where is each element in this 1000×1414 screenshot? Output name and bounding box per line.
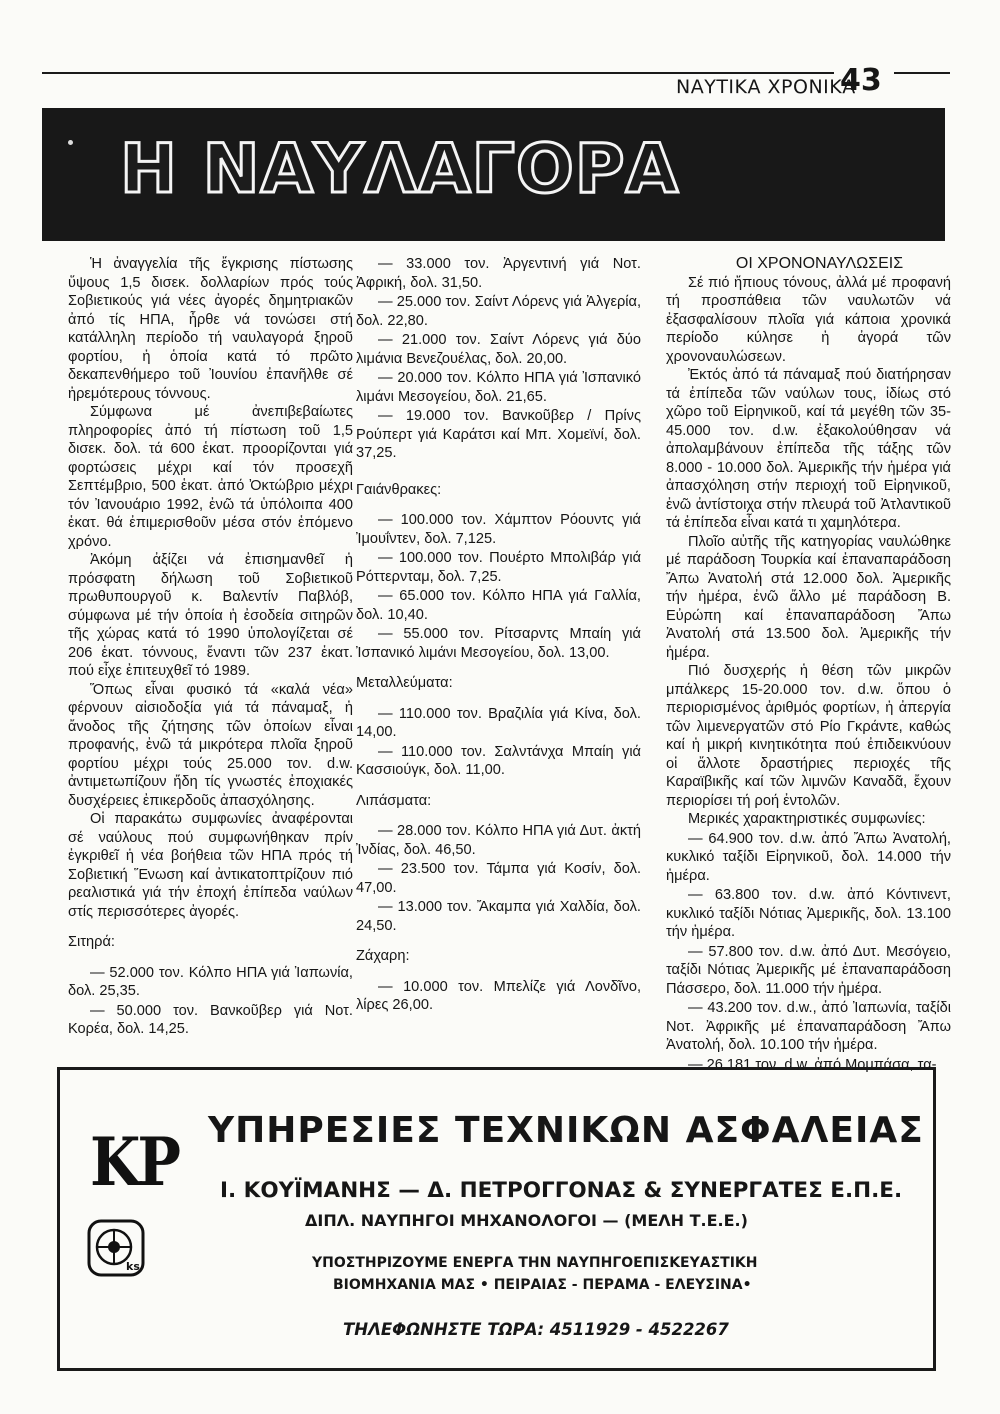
journal-name: ΝΑΥΤΙΚΑ ΧΡΟΝΙΚΑ <box>676 76 856 98</box>
column-1 <box>68 255 353 1039</box>
header-rule-left <box>42 72 834 74</box>
paragraph: Οἱ παρακάτω συμφωνίες ἀναφέρονται σέ ναύλους πού συμφωνήθηκαν πρίν ἐγκριθεῖ ἡ νέα βοήθεια τῶν ΗΠΑ πρός τή Σοβιετική Ἕνωση καί ἀντικατοπτρίζουν πιό ρεαλιστικά γιά τήν ἐποχή ἐπίπεδα ναύλων στίς περισσότερες ἀγορές. <box>68 811 353 920</box>
section-heading-ores: Μεταλλεύματα: <box>356 675 453 691</box>
list-item: — 21.000 τον. Σαίντ Λόρενς γιά δύο λιμάνια Βενεζουέλας, δολ. 20,00. <box>356 332 641 367</box>
section-title-time-charters: ΟΙ ΧΡΟΝΟΝΑΥΛΩΣΕΙΣ <box>735 255 904 272</box>
page-number: 43 <box>840 63 882 98</box>
advertisement-box <box>57 1067 936 1371</box>
emblem-text: ks <box>126 1260 140 1273</box>
ship-emblem-icon <box>86 1218 146 1278</box>
section-heading-fertilizers: Λιπάσματα: <box>356 792 432 809</box>
list-item: — 19.000 τον. Βανκοῦβερ / Πρίνς Ρούπερτ γιά Καράτσι καί Μπ. Χομεϊνί, δολ. 37,25. <box>356 408 641 461</box>
list-item: — 20.000 τον. Κόλπο ΗΠΑ γιά Ἰσπανικό λιμάνι Μεσογείου, δολ. 21,65. <box>356 370 641 405</box>
list-item: — 110.000 τον. Σαλντάνχα Μπαίη γιά Κασσιούγκ, δολ. 11,00. <box>356 743 641 778</box>
paragraph: Ἀκόμη ἀξίζει νά ἐπισημανθεῖ ἡ πρόσφατη δήλωση τοῦ Σοβιετικοῦ πρωθυπουργοῦ κ. Βαλεντίν Παβλόβ, σύμφωνα μέ τήν ὁποία ἡ ἐσοδεία σιτηρῶν τῆς χώρας κατά τό 1990 ὑπολογίζεται σέ 206 ἑκατ. τόννους, ἔναντι τῶν 237 ἑκατ. πού εἶχε ἐπιτευχθεῖ τό 1989. <box>68 552 353 679</box>
ad-title: ΥΠΗΡΕΣΙΕΣ ΤΕΧΝΙΚΩΝ ΑΣΦΑΛΕΙΑΣ <box>208 1110 924 1151</box>
list-item: — 28.000 τον. Κόλπο ΗΠΑ γιά Δυτ. ἀκτή Ἰνδίας, δολ. 46,50. <box>356 823 641 858</box>
list-item: — 64.900 τον. d.w. ἀπό Ἄπω Ἀνατολή, κυκλικό ταξίδι Εἰρηνικοῦ, δολ. 14.000 τήν ἡμέρα. <box>666 830 951 884</box>
list-item: — 26.181 τον. d.w. ἀπό Μομπάσα, τα- <box>688 1056 937 1073</box>
paragraph: Ὅπως εἶναι φυσικό τά «καλά νέα» φέρνουν αἰσιοδοξία γιά τά πάναμαξ, ἡ ἄνοδος τῆς ζήτησης τῶν ὁποίων εἶναι προφανής, ἐνῶ τά μικρότερα πλοῖα ξηροῦ φορτίου μέχρι τούς 25.000 τον. d.w. ἀντιμετωπίζουν ἤδη τίς γνωστές ἐποχιακές δυσχέρειες ἐπικερδοῦς ἀπασχόλησης. <box>68 681 353 809</box>
list-item: — 63.800 τον. d.w. ἀπό Κόντινεντ, κυκλικό ταξίδι Νότιας Ἀμερικῆς, δολ. 13.100 τήν ἡμέρα. <box>666 887 951 940</box>
list-item: — 25.000 τον. Σαίντ Λόρενς γιά Ἀλγερία, δολ. 22,80. <box>356 294 641 329</box>
ad-company-name: Ι. ΚΟΥΪΜΑΝΗΣ — Δ. ΠΕΤΡΟΓΓΟΝΑΣ & ΣΥΝΕΡΓΑΤΕΣ Ε.Π.Ε. <box>220 1178 903 1203</box>
list-item: — 65.000 τον. Κόλπο ΗΠΑ γιά Γαλλία, δολ. 10,40. <box>356 588 641 623</box>
section-heading-sugar: Ζάχαρη: <box>356 948 410 964</box>
list-item: — 110.000 τον. Βραζιλία γιά Κίνα, δολ. 14,00. <box>356 705 641 740</box>
list-item: — 55.000 τον. Ρίτσαρντς Μπαίη γιά Ἰσπανικό λιμάνι Μεσογείου, δολ. 13,00. <box>356 626 641 661</box>
list-item: — 52.000 τον. Κόλπο ΗΠΑ γιά Ἰαπωνία, δολ. 25,35. <box>68 964 353 999</box>
ad-credentials: ΔΙΠΛ. ΝΑΥΠΗΓΟΙ ΜΗΧΑΝΟΛΟΓΟΙ — (ΜΕΛΗ Τ.Ε.Ε.) <box>305 1211 748 1230</box>
paragraph: Ἡ ἀναγγελία τῆς ἔγκρισης πίστωσης ὕψους 1,5 δισεκ. δολλαρίων πρός τούς Σοβιετικούς γιά νέες ἀγορές δημητριακῶν ἀπό τίς ΗΠΑ, ἦρθε νά τονώσει στή κατάλληλη περίοδο τή ναυλαγορά ξηροῦ φορτίου, ἡ ὁποία κατά τό πρῶτο δεκαπενθήμερο τοῦ Ἰουνίου ἐπανῆλθε σέ ἠρεμότερους τόννους. <box>68 256 353 402</box>
list-item: — 57.800 τον. d.w. ἀπό Δυτ. Μεσόγειο, ταξίδι Νότιας Ἀμερικῆς μέ ἐπαναπαράδοση Πάσσερο, δολ. 11.000 τήν ἡμέρα. <box>666 943 951 997</box>
list-item: — 43.200 τον. d.w., ἀπό Ἰαπωνία, ταξίδι Νοτ. Ἀφρικῆς μέ ἐπαναπαράδοση Ἄπω Ἀνατολή, δολ. 10.100 τήν ἡμέρα. <box>666 1000 951 1053</box>
ad-support-line: ΥΠΟΣΤΗΡΙΖΟΥΜΕ ΕΝΕΡΓΑ ΤΗΝ ΝΑΥΠΗΓΟΕΠΙΣΚΕΥΑΣΤΙΚΗ <box>312 1255 758 1271</box>
list-item: — 100.000 τον. Χάμπτον Ρόουντς γιά Ἰμουΐντεν, δολ. 7,125. <box>356 512 641 547</box>
paragraph: Πλοῖο αὐτῆς τῆς κατηγορίας ναυλώθηκε μέ παράδοση Τουρκία καί ἐπαναπαράδοση Ἄπω Ἀνατολή στά 12.000 δολ. Ἀμερικῆς τήν ἡμέρα, ἐνῶ ἄλλο μέ παράδοση Β. Εὐρώπη καί ἐπαναπαράδοση Ἄπω Ἀνατολή στά 13.500 δολ. Ἀμερικῆς τήν ἡμέρα. <box>666 533 951 661</box>
section-heading-coal: Γαιάνθρακες: <box>356 481 442 498</box>
paragraph: Ἐκτός ἀπό τά πάναμαξ πού διατήρησαν τά ἐπίπεδα τῶν ναύλων τους, ἰδίως στό χῶρο τοῦ Εἰρηνικοῦ, καί τά μεγέθη τῶν 35-45.000 τον. d.w. ἐξακολούθησαν νά ἀπολαμβάνουν ἐπίπεδα τῆς τάξης τῶν 8.000 - 10.000 δολ. Ἀμερικῆς τήν ἡμέρα γιά ἀπασχόληση στήν περιοχή τοῦ Εἰρηνικοῦ, ἐνῶ ἀντίστοιχα στήν πλευρά τοῦ Ἀτλαντικοῦ τά ἐπίπεδα εἶναι κατά τι χαμηλότερα. <box>666 367 951 531</box>
list-item: — 13.000 τον. Ἄκαμπα γιά Χαλδία, δολ. 24,50. <box>356 899 641 934</box>
header-rule-right <box>894 72 950 74</box>
section-heading-grains: Σιτηρά: <box>68 934 115 950</box>
banner-dot <box>68 140 73 145</box>
paragraph: Σύμφωνα μέ ἀνεπιβεβαίωτες πληροφορίες ἀπό τή πίστωση τοῦ 1,5 δισεκ. δολ. τά 600 ἑκατ. προορίζονται γιά φορτώσεις μέχρι καί τόν προσεχῆ Σεπτέμβριο, 500 ἑκατ. ἀπό Ὀκτώβριο μέχρι τόν Ἰανουάριο 1992, ἐνῶ τά ὑπόλοιπα 400 ἑκατ. θά ἐπιμερισθοῦν μέσα στόν ἑπόμενο χρόνο. <box>68 404 353 550</box>
list-item: — 100.000 τον. Πουέρτο Μπολιβάρ γιά Ρόττερνταμ, δολ. 7,25. <box>356 550 641 585</box>
ad-phone: ΤΗΛΕΦΩΝΗΣΤΕ ΤΩΡΑ: 4511929 - 4522267 <box>343 1320 729 1339</box>
kp-logo: KP <box>90 1122 179 1202</box>
paragraph: Μερικές χαρακτηριστικές συμφωνίες: <box>688 811 926 827</box>
paragraph: Σέ πιό ἤπιους τόνους, ἀλλά μέ προφανή τή προσπάθεια τῶν ναυλωτῶν νά ἐξασφαλίσουν πλοῖα γιά κάποια χρονικά περίοδο κύλησε ἡ ἀγορά τῶν χρονοναυλώσεων. <box>666 274 951 365</box>
ad-locations: ΒΙΟΜΗΧΑΝΙΑ ΜΑΣ • ΠΕΙΡΑΙΑΣ - ΠΕΡΑΜΑ - ΕΛΕΥΣΙΝΑ• <box>333 1277 752 1293</box>
list-item: — 10.000 τον. Μπελίζε γιά Λονδῖνο, λίρες 26,00. <box>356 978 641 1013</box>
column-2 <box>356 255 641 1015</box>
title-banner <box>42 108 945 241</box>
list-item: — 33.000 τον. Ἀργεντινή γιά Νοτ. Ἀφρική, δολ. 31,50. <box>356 256 641 291</box>
list-item: — 50.000 τον. Βανκοῦβερ γιά Νοτ. Κορέα, δολ. 14,25. <box>68 1002 353 1037</box>
column-3 <box>666 255 951 1074</box>
paragraph: Πιό δυσχερής ἡ θέση τῶν μικρῶν μπάλκερς 15-20.000 τον. d.w. ὅπου ὁ περιορισμένος ἀριθμός φορτίων, ἡ ἀπεργία τῶν λιμενεργατῶν στό Ρίο Γκράντε, καθώς καί ἡ μικρή κινητικότητα πού ἐπιδεικνύουν οἱ ἄλλοτε δραστήριες περιοχές τῆς Καραϊβικῆς καί τῶν λιμνῶν Καναδᾶ, ἔχουν περιορίσει τή ροή ἐντολῶν. <box>666 663 951 809</box>
page-title: Η ΝΑΥΛΑΓΟΡΑ <box>120 130 680 209</box>
list-item: — 23.500 τον. Τάμπα γιά Κοσίν, δολ. 47,00. <box>356 861 641 896</box>
